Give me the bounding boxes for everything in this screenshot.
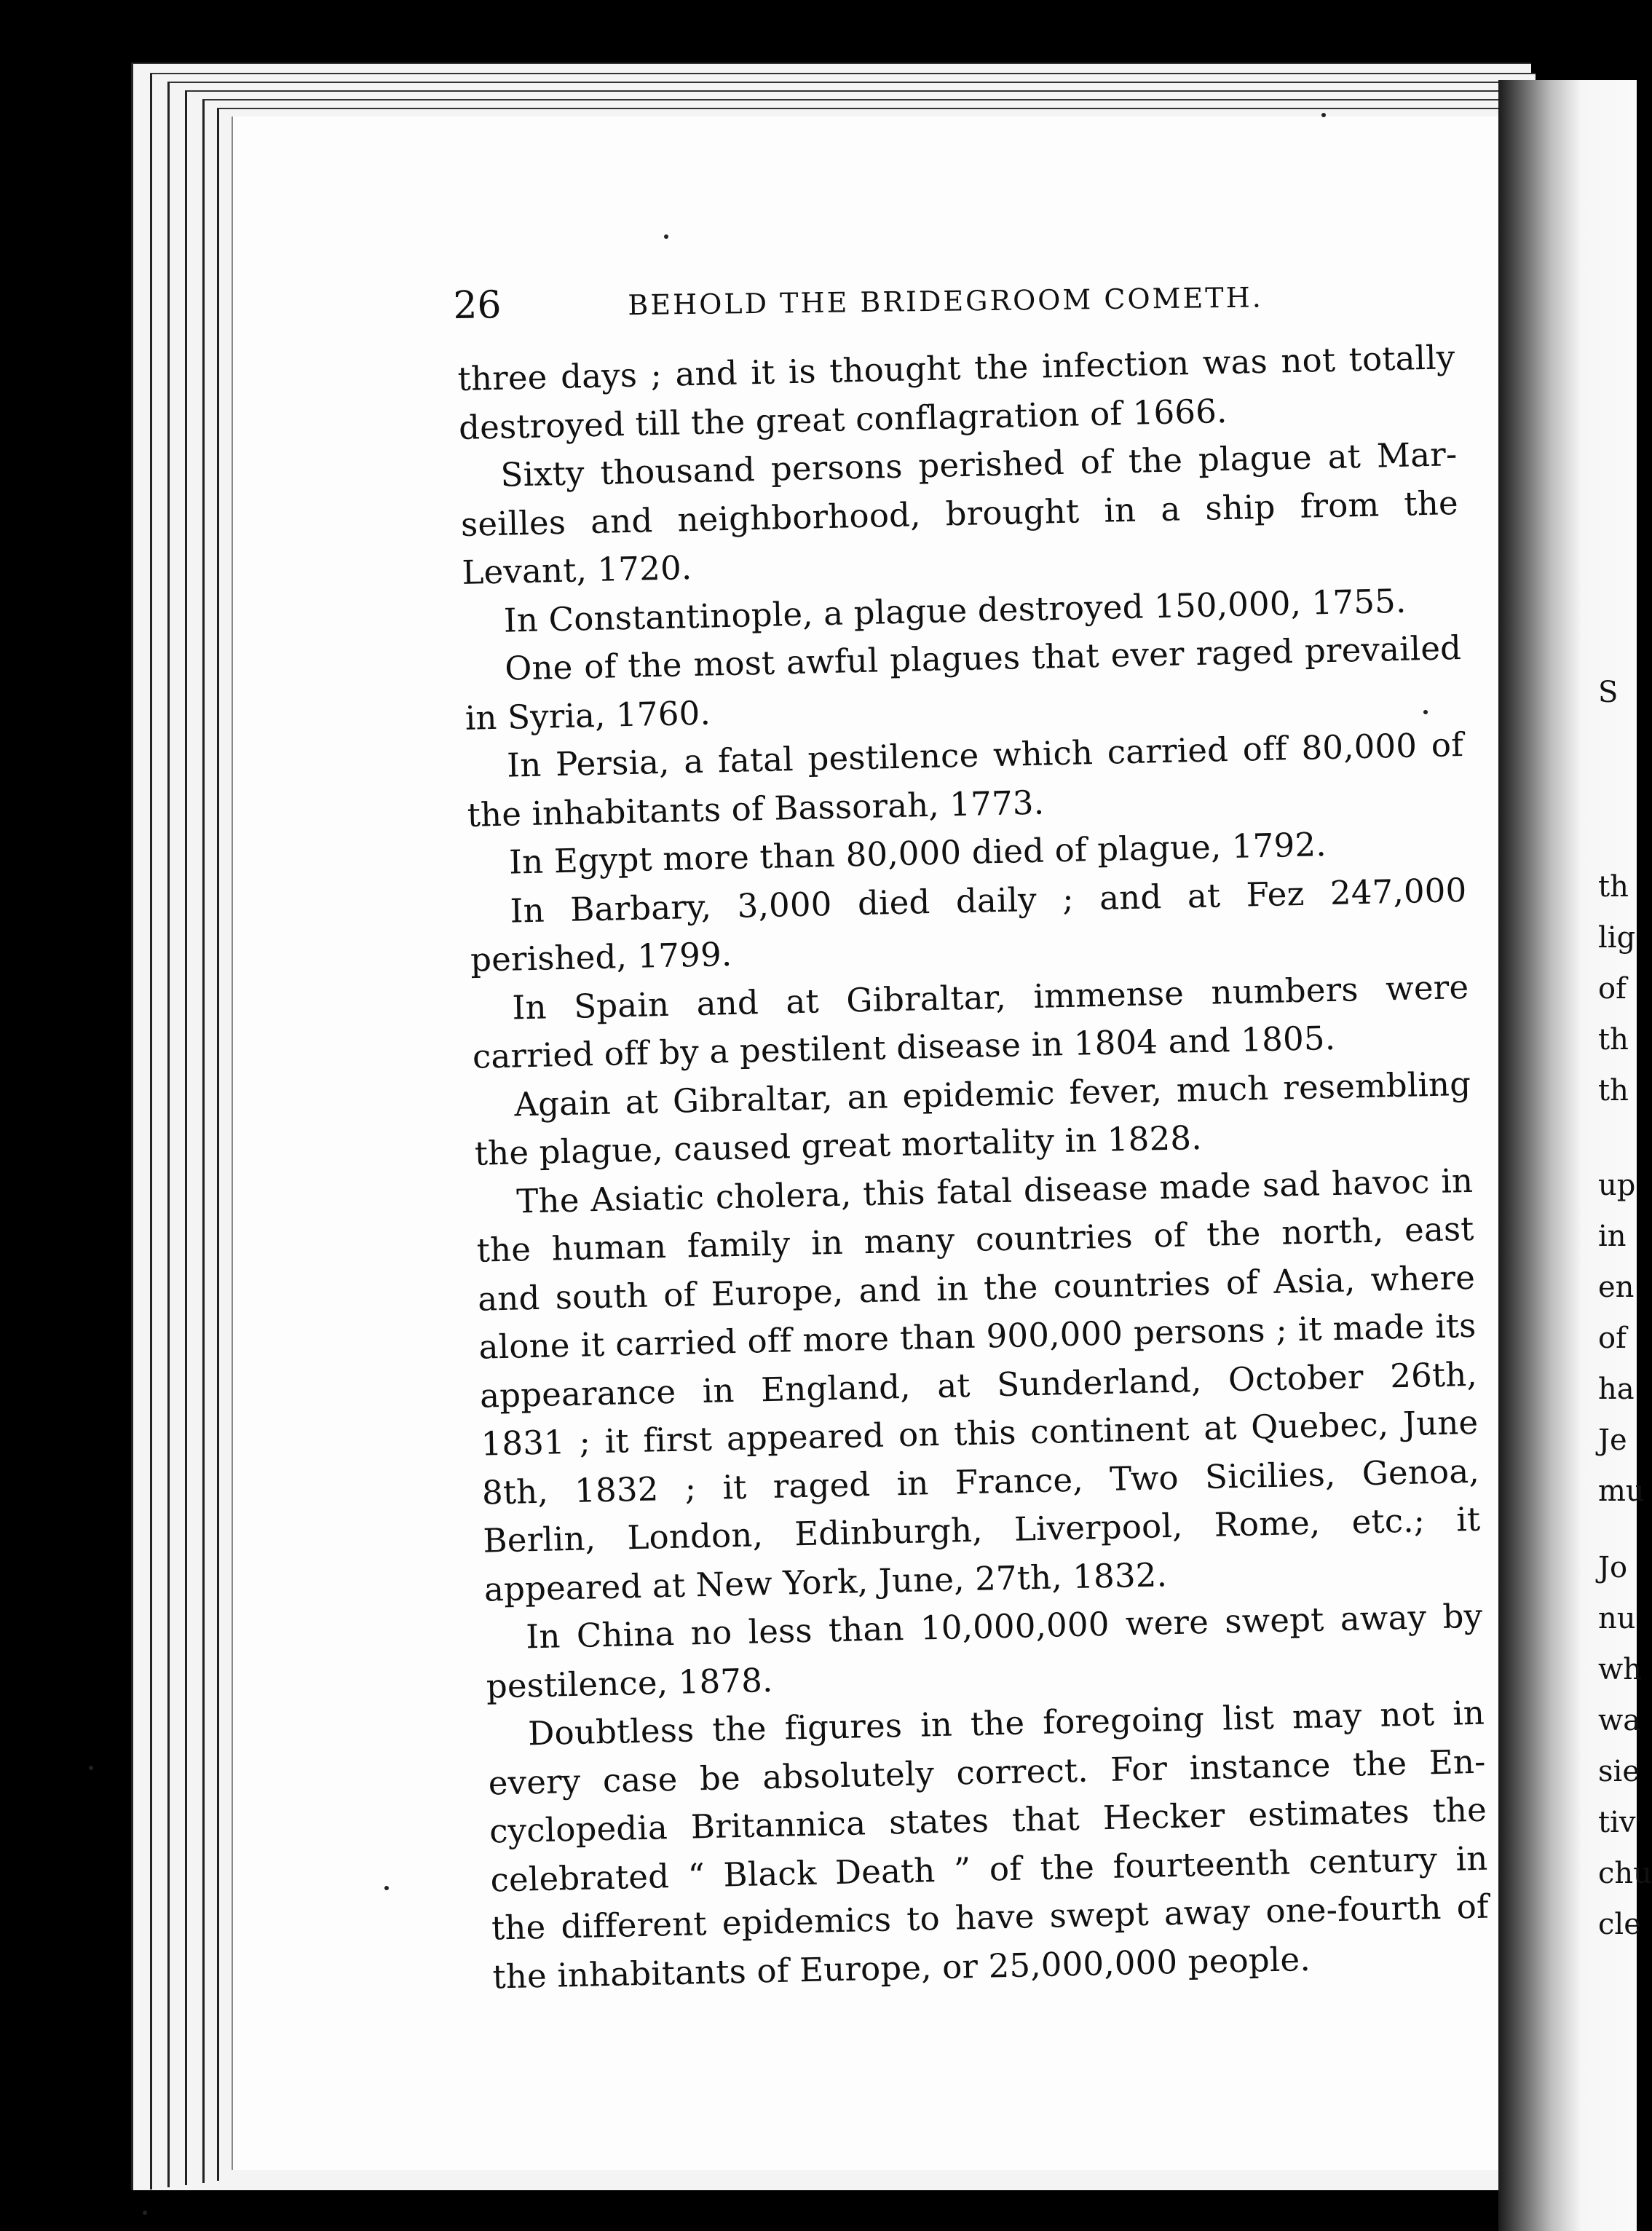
text-line: the different epidemics to have swept away one-fourth of bbox=[491, 1887, 1490, 1948]
scan-speck bbox=[89, 1766, 93, 1770]
facing-fragment: of bbox=[1598, 1322, 1627, 1355]
text-line: The Asiatic cholera, this fatal disease made sad havoc in bbox=[515, 1161, 1474, 1220]
scan-speck bbox=[1423, 710, 1428, 714]
text-line: three days ; and it is thought the infection was not totally bbox=[457, 338, 1455, 398]
text-line: in Syria, 1760. bbox=[465, 693, 711, 738]
facing-fragment: in bbox=[1598, 1220, 1627, 1253]
facing-fragment: th bbox=[1598, 870, 1629, 904]
text-line: and south of Europe, and in the countries of Asia, where bbox=[477, 1257, 1476, 1319]
text-line: Levant, 1720. bbox=[461, 548, 692, 592]
running-title: BEHOLD THE BRIDEGROOM COMETH. bbox=[628, 281, 1264, 322]
facing-fragment: lig bbox=[1598, 921, 1636, 955]
facing-fragment: wa bbox=[1598, 1704, 1641, 1737]
text-line: alone it carried off more than 900,000 persons ; it made its bbox=[478, 1306, 1477, 1367]
text-line: appeared at New York, June, 27th, 1832. bbox=[483, 1555, 1168, 1609]
text-line: One of the most awful plagues that ever raged prevailed bbox=[504, 628, 1462, 688]
body-text bbox=[457, 333, 1490, 2001]
text-line: In Constantinople, a plague destroyed 150,000, 1755. bbox=[503, 581, 1407, 640]
text-line: Berlin, London, Edinburgh, Liverpool, Rome, etc.; it bbox=[482, 1499, 1481, 1560]
facing-fragment: th bbox=[1598, 1023, 1629, 1057]
text-line: In China no less than 10,000,000 were swept away by bbox=[525, 1596, 1483, 1657]
text-line: every case be absolutely correct. For instance the En- bbox=[488, 1742, 1487, 1803]
facing-fragment: mu bbox=[1598, 1474, 1645, 1508]
facing-fragment: Je bbox=[1598, 1424, 1627, 1457]
text-line: seilles and neighborhood, brought in a ship from the bbox=[460, 483, 1459, 544]
text-line: Doubtless the figures in the foregoing list may not in bbox=[527, 1693, 1485, 1753]
scan-speck bbox=[664, 234, 668, 239]
text-line: 1831 ; it first appeared on this continent at Quebec, June bbox=[481, 1402, 1479, 1464]
facing-fragment: en bbox=[1598, 1271, 1635, 1304]
text-line: In Persia, a fatal pestilence which carried off 80,000 of bbox=[506, 724, 1464, 785]
scan-speck bbox=[143, 2211, 147, 2215]
text-line: In Barbary, 3,000 died daily ; and at Fez 247,000 bbox=[510, 870, 1467, 931]
text-line: appearance in England, at Sunderland, October 26th, bbox=[479, 1354, 1478, 1415]
facing-fragment: of bbox=[1598, 972, 1627, 1006]
page-number: 26 bbox=[453, 283, 502, 328]
facing-fragment: Jo bbox=[1598, 1551, 1628, 1584]
facing-fragment: ha bbox=[1598, 1373, 1635, 1406]
facing-fragment: sie bbox=[1598, 1755, 1640, 1788]
scan-speck bbox=[384, 1886, 389, 1890]
text-line: Sixty thousand persons perished of the plague at Mar- bbox=[500, 435, 1458, 494]
facing-fragment: th bbox=[1598, 1074, 1629, 1107]
text-line: In Egypt more than 80,000 died of plague, 1792. bbox=[508, 825, 1327, 882]
scan-speck bbox=[1321, 113, 1326, 117]
text-line: celebrated “ Black Death ” of the fourteenth century in bbox=[490, 1839, 1488, 1899]
text-line: destroyed till the great conflagration of 1666. bbox=[458, 391, 1228, 447]
text-line: the human family in many countries of the north, east bbox=[476, 1209, 1475, 1270]
facing-fragment: cle bbox=[1598, 1908, 1641, 1941]
facing-fragment: chu bbox=[1598, 1857, 1652, 1890]
text-line: carried off by a pestilent disease in 1804 and 1805. bbox=[472, 1018, 1336, 1076]
text-line: In Spain and at Gibraltar, immense numbers were bbox=[511, 967, 1469, 1027]
facing-fragment: nu bbox=[1598, 1602, 1636, 1635]
text-line: 8th, 1832 ; it raged in France, Two Sicilies, Genoa, bbox=[481, 1451, 1480, 1512]
text-line: pestilence, 1878. bbox=[486, 1660, 774, 1706]
text-line: the inhabitants of Bassorah, 1773. bbox=[467, 783, 1045, 834]
text-line: perished, 1799. bbox=[470, 934, 732, 979]
facing-fragment: up bbox=[1598, 1169, 1636, 1202]
running-head bbox=[453, 274, 1291, 335]
text-line: the inhabitants of Europe, or 25,000,000 people. bbox=[492, 1939, 1311, 1996]
text-line: Again at Gibraltar, an epidemic fever, much resembling bbox=[513, 1064, 1471, 1124]
facing-header-fragment: S bbox=[1598, 676, 1619, 709]
text-line: cyclopedia Britannica states that Hecker estimates the bbox=[489, 1790, 1487, 1851]
facing-fragment: wh bbox=[1598, 1653, 1642, 1686]
text-line: the plague, caused great mortality in 1828. bbox=[474, 1118, 1203, 1173]
facing-fragment: tiv bbox=[1598, 1806, 1636, 1839]
